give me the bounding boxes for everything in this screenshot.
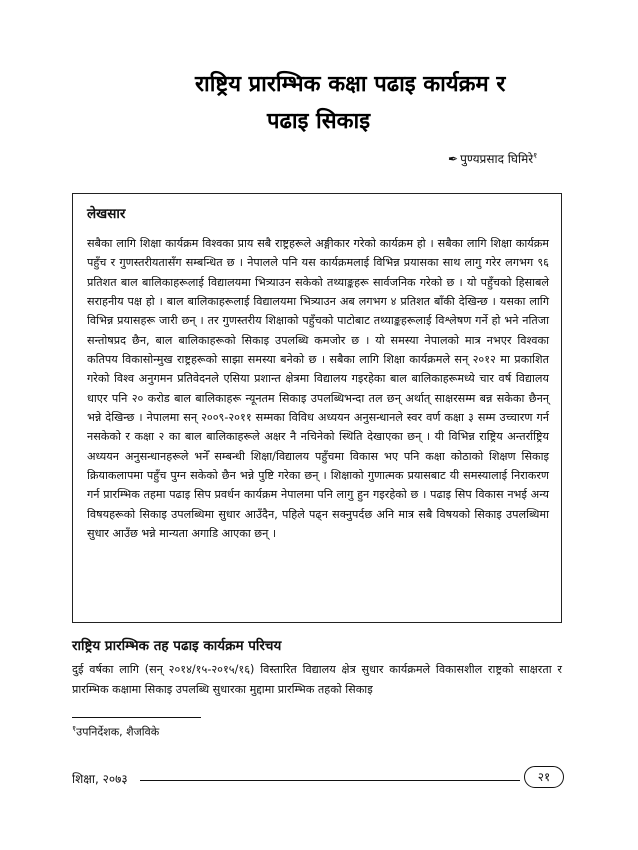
abstract-box [72, 193, 562, 623]
page-number: २१ [524, 766, 564, 788]
body-paragraph: दुई वर्षका लागि (सन् २०१४/१५-२०१५/१६) विस्तारित विद्यालय क्षेत्र सुधार कार्यक्रमले विकासशील राष्ट्रको साक्षरता र प्रारम्भिक कक्षामा सिकाइ उपलब्धि सुधारका मुद्दामा प्रारम्भिक तहको सिकाइ [72, 663, 562, 696]
abstract-text: सबैका लागि शिक्षा कार्यक्रम विश्वका प्राय सबै राष्ट्रहरूले अङ्गीकार गरेको कार्यक्रम हो । सबैका लागि शिक्षा कार्यक्रम पहुँच र गुणस्तरीयतासँग सम्बन्धित छ । नेपालले पनि यस कार्यक्रमलाई विभिन्न प्रयासका साथ लागु गरेर लगभग ९६ प्रतिशत बाल बालिकाहरूलाई विद्यालयमा भित्र्याउन सकेको तथ्याङ्कहरू सार्वजनिक गरेको छ । यो पहुँचको हिसाबले सराहनीय पक्ष हो । बाल बालिकाहरूलाई विद्यालयमा भित्र्याउन अब लगभग ४ प्रतिशत बाँकी देखिन्छ । यसका लागि विभिन्न प्रयासहरू जारी छन् । तर गुणस्तरीय शिक्षाको पहुँचको पाटोबाट तथ्याङ्कहरूलाई विश्लेषण गर्ने हो भने नतिजा सन्तोषप्रद छैन, बाल बालिकाहरूको सिकाइ उपलब्धि कमजोर छ । यो समस्या नेपालको मात्र नभएर विश्वका कतिपय विकासोन्मुख राष्ट्रहरूको साझा समस्या बनेको छ । सबैका लागि शिक्षा कार्यक्रमले सन् २०१२ मा प्रकाशित गरेको विश्व अनुगमन प्रतिवेदनले एसिया प्रशान्त क्षेत्रमा विद्यालय गइरहेका बाल बालिकाहरूमध्ये चार वर्ष विद्यालय धाएर पनि २० करोड बाल बालिकाहरू न्यूनतम सिकाइ उपलब्धिभन्दा तल छन् अर्थात् साक्षरसम्म बन्न सकेका छैनन् भन्ने देखिन्छ । नेपालमा सन् २००९-२०११ सम्मका विविध अध्ययन अनुसन्धानले स्वर वर्ण कक्षा ३ सम्म उच्चारण गर्न नसकेको र कक्षा २ का बाल बालिकाहरूले अक्षर नै नचिनेको स्थिति देखाएका छन् । यी विभिन्न राष्ट्रिय अन्तर्राष्ट्रिय अध्ययन अनुसन्धानहरूले भनेँ सम्बन्धी शिक्षा/विद्यालय पहुँचमा विकास भए पनि कक्षा कोठाको शिक्षण सिकाइ क्रियाकलापमा पहुँच पुग्न सकेको छैन भन्ने पुष्टि गरेका छन् । शिक्षाको गुणात्मक प्रयासबाट यी समस्यालाई निराकरण गर्न प्रारम्भिक तहमा पढाइ सिप प्रवर्धन कार्यक्रम नेपालमा पनि लागु हुन गइरहेको छ । पढाइ सिप विकास नभई अन्य विषयहरूको सिकाइ उपलब्धिमा सुधार आउँदैन, पहिले पढ्न सक्नुपर्दछ अनि मात्र सबै विषयको सिकाइ उपलब्धिमा सुधार आउँछ भन्ने मान्यता अगाडि आएका छन् । [87, 237, 549, 541]
author-name: पुण्यप्रसाद घिमिरे [460, 152, 534, 166]
author-footnote-mark: १ [533, 151, 538, 160]
author-byline [448, 150, 537, 167]
article-title [150, 66, 590, 140]
footer-journal-label: शिक्षा, २०७३ [72, 772, 128, 786]
footnote-text: उपनिर्देशक, शैजविके [76, 725, 160, 739]
footer-divider [140, 780, 520, 781]
section-heading: राष्ट्रिय प्रारम्भिक तह पढाइ कार्यक्रम परिचय [72, 638, 282, 654]
footnote-mark: १ [72, 724, 77, 733]
title-line-1: राष्ट्रिय प्रारम्भिक कक्षा पढाइ कार्यक्रम र [195, 72, 506, 97]
abstract-heading: लेखसार [87, 206, 126, 222]
title-line-2: पढाइ सिकाइ [267, 109, 371, 134]
footnote [72, 723, 159, 740]
footnote-divider [72, 717, 201, 718]
pen-nib-icon: ✒ [448, 152, 459, 166]
